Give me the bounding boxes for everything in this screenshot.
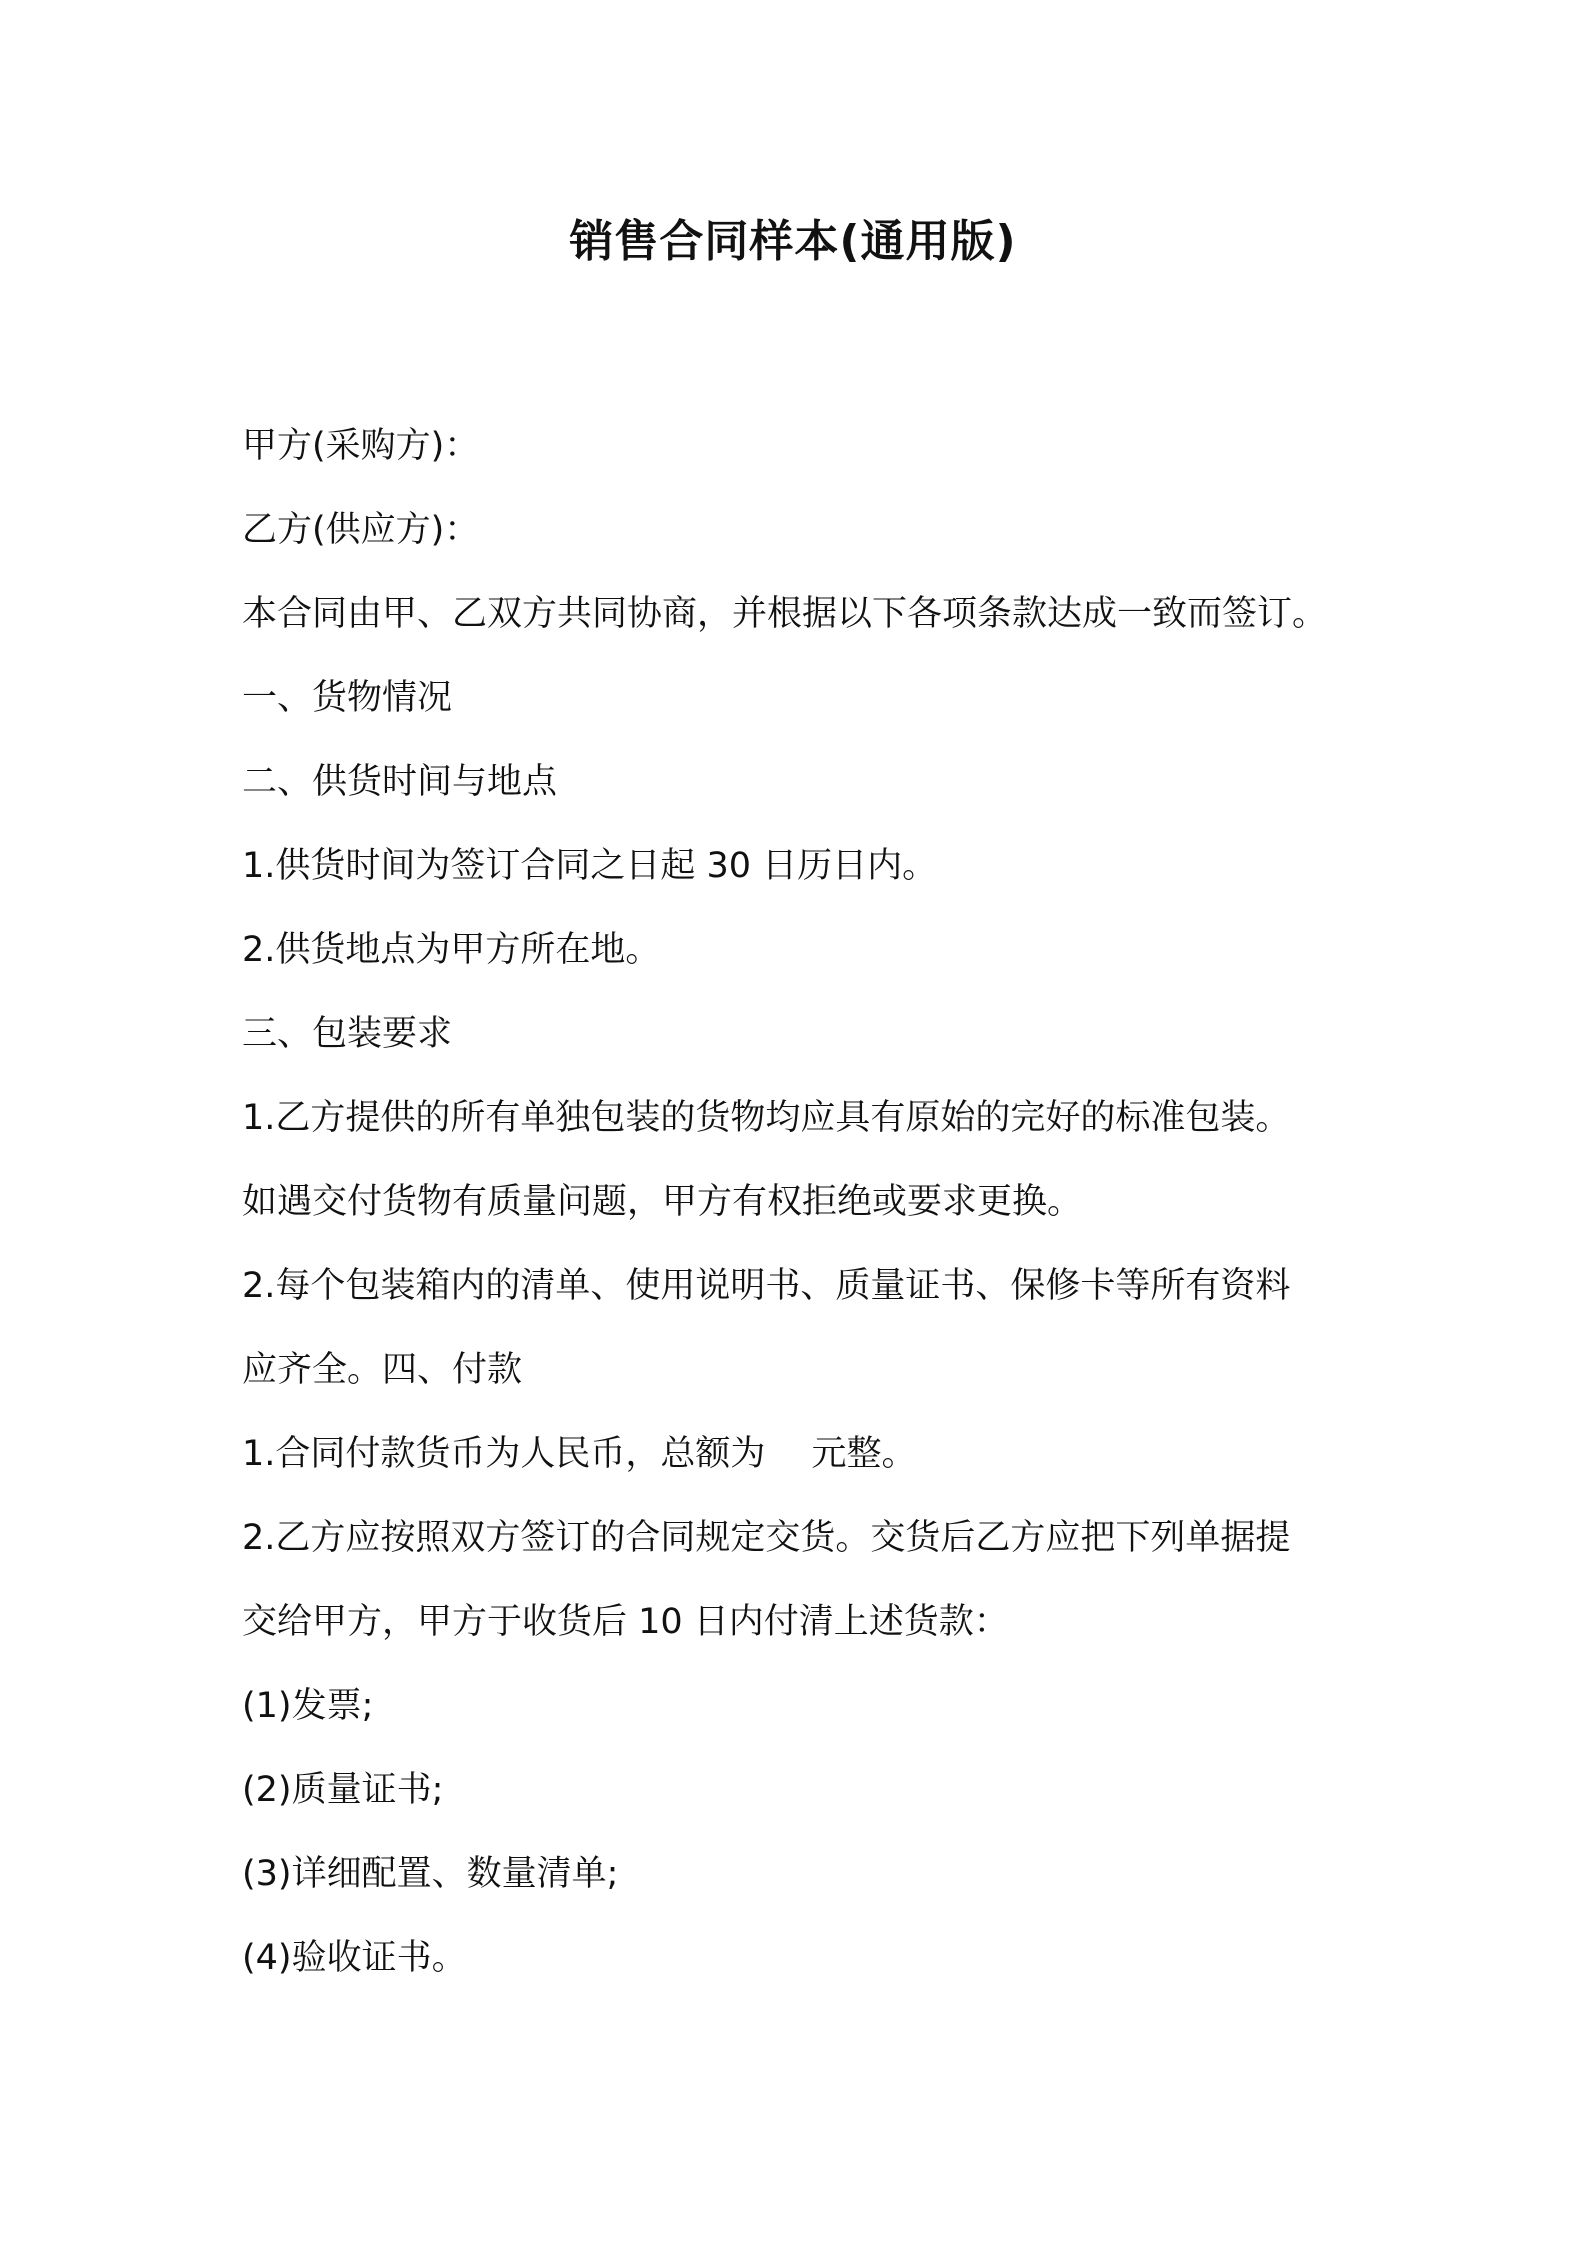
section-heading-goods: 一、货物情况 [242, 678, 453, 718]
party-a-line: 甲方(采购方)： [242, 426, 480, 466]
packaging-clause-1: 1.乙方提供的所有单独包装的货物均应具有原始的完好的标准包装。 [242, 1098, 1291, 1138]
intro-paragraph: 本合同由甲、乙双方共同协商，并根据以下各项条款达成一致而签订。 [242, 594, 1328, 634]
packaging-clause-1-cont: 如遇交付货物有质量问题，甲方有权拒绝或要求更换。 [242, 1182, 1083, 1222]
document-item-acceptance-cert: (4)验收证书。 [242, 1938, 467, 1978]
packaging-clause-2-cont: 应齐全。四、付款 [242, 1350, 523, 1390]
document-title: 销售合同样本(通用版) [569, 216, 1017, 267]
document-body [242, 404, 1362, 2000]
document-item-quality-cert: (2)质量证书; [242, 1770, 444, 1810]
payment-clause-2: 2.乙方应按照双方签订的合同规定交货。交货后乙方应把下列单据提 [242, 1518, 1291, 1558]
section-heading-packaging: 三、包装要求 [242, 1014, 453, 1054]
document-item-config-list: (3)详细配置、数量清单; [242, 1854, 619, 1894]
section-heading-delivery: 二、供货时间与地点 [242, 762, 558, 802]
document-item-invoice: (1)发票; [242, 1686, 374, 1726]
party-b-line: 乙方(供应方)： [242, 510, 480, 550]
packaging-clause-2: 2.每个包装箱内的清单、使用说明书、质量证书、保修卡等所有资料 [242, 1266, 1291, 1306]
payment-clause-2-cont: 交给甲方，甲方于收货后 10 日内付清上述货款： [242, 1602, 1009, 1642]
payment-clause-1: 1.合同付款货币为人民币，总额为 元整。 [242, 1434, 917, 1474]
delivery-clause-1: 1.供货时间为签订合同之日起 30 日历日内。 [242, 846, 938, 886]
delivery-clause-2: 2.供货地点为甲方所在地。 [242, 930, 661, 970]
